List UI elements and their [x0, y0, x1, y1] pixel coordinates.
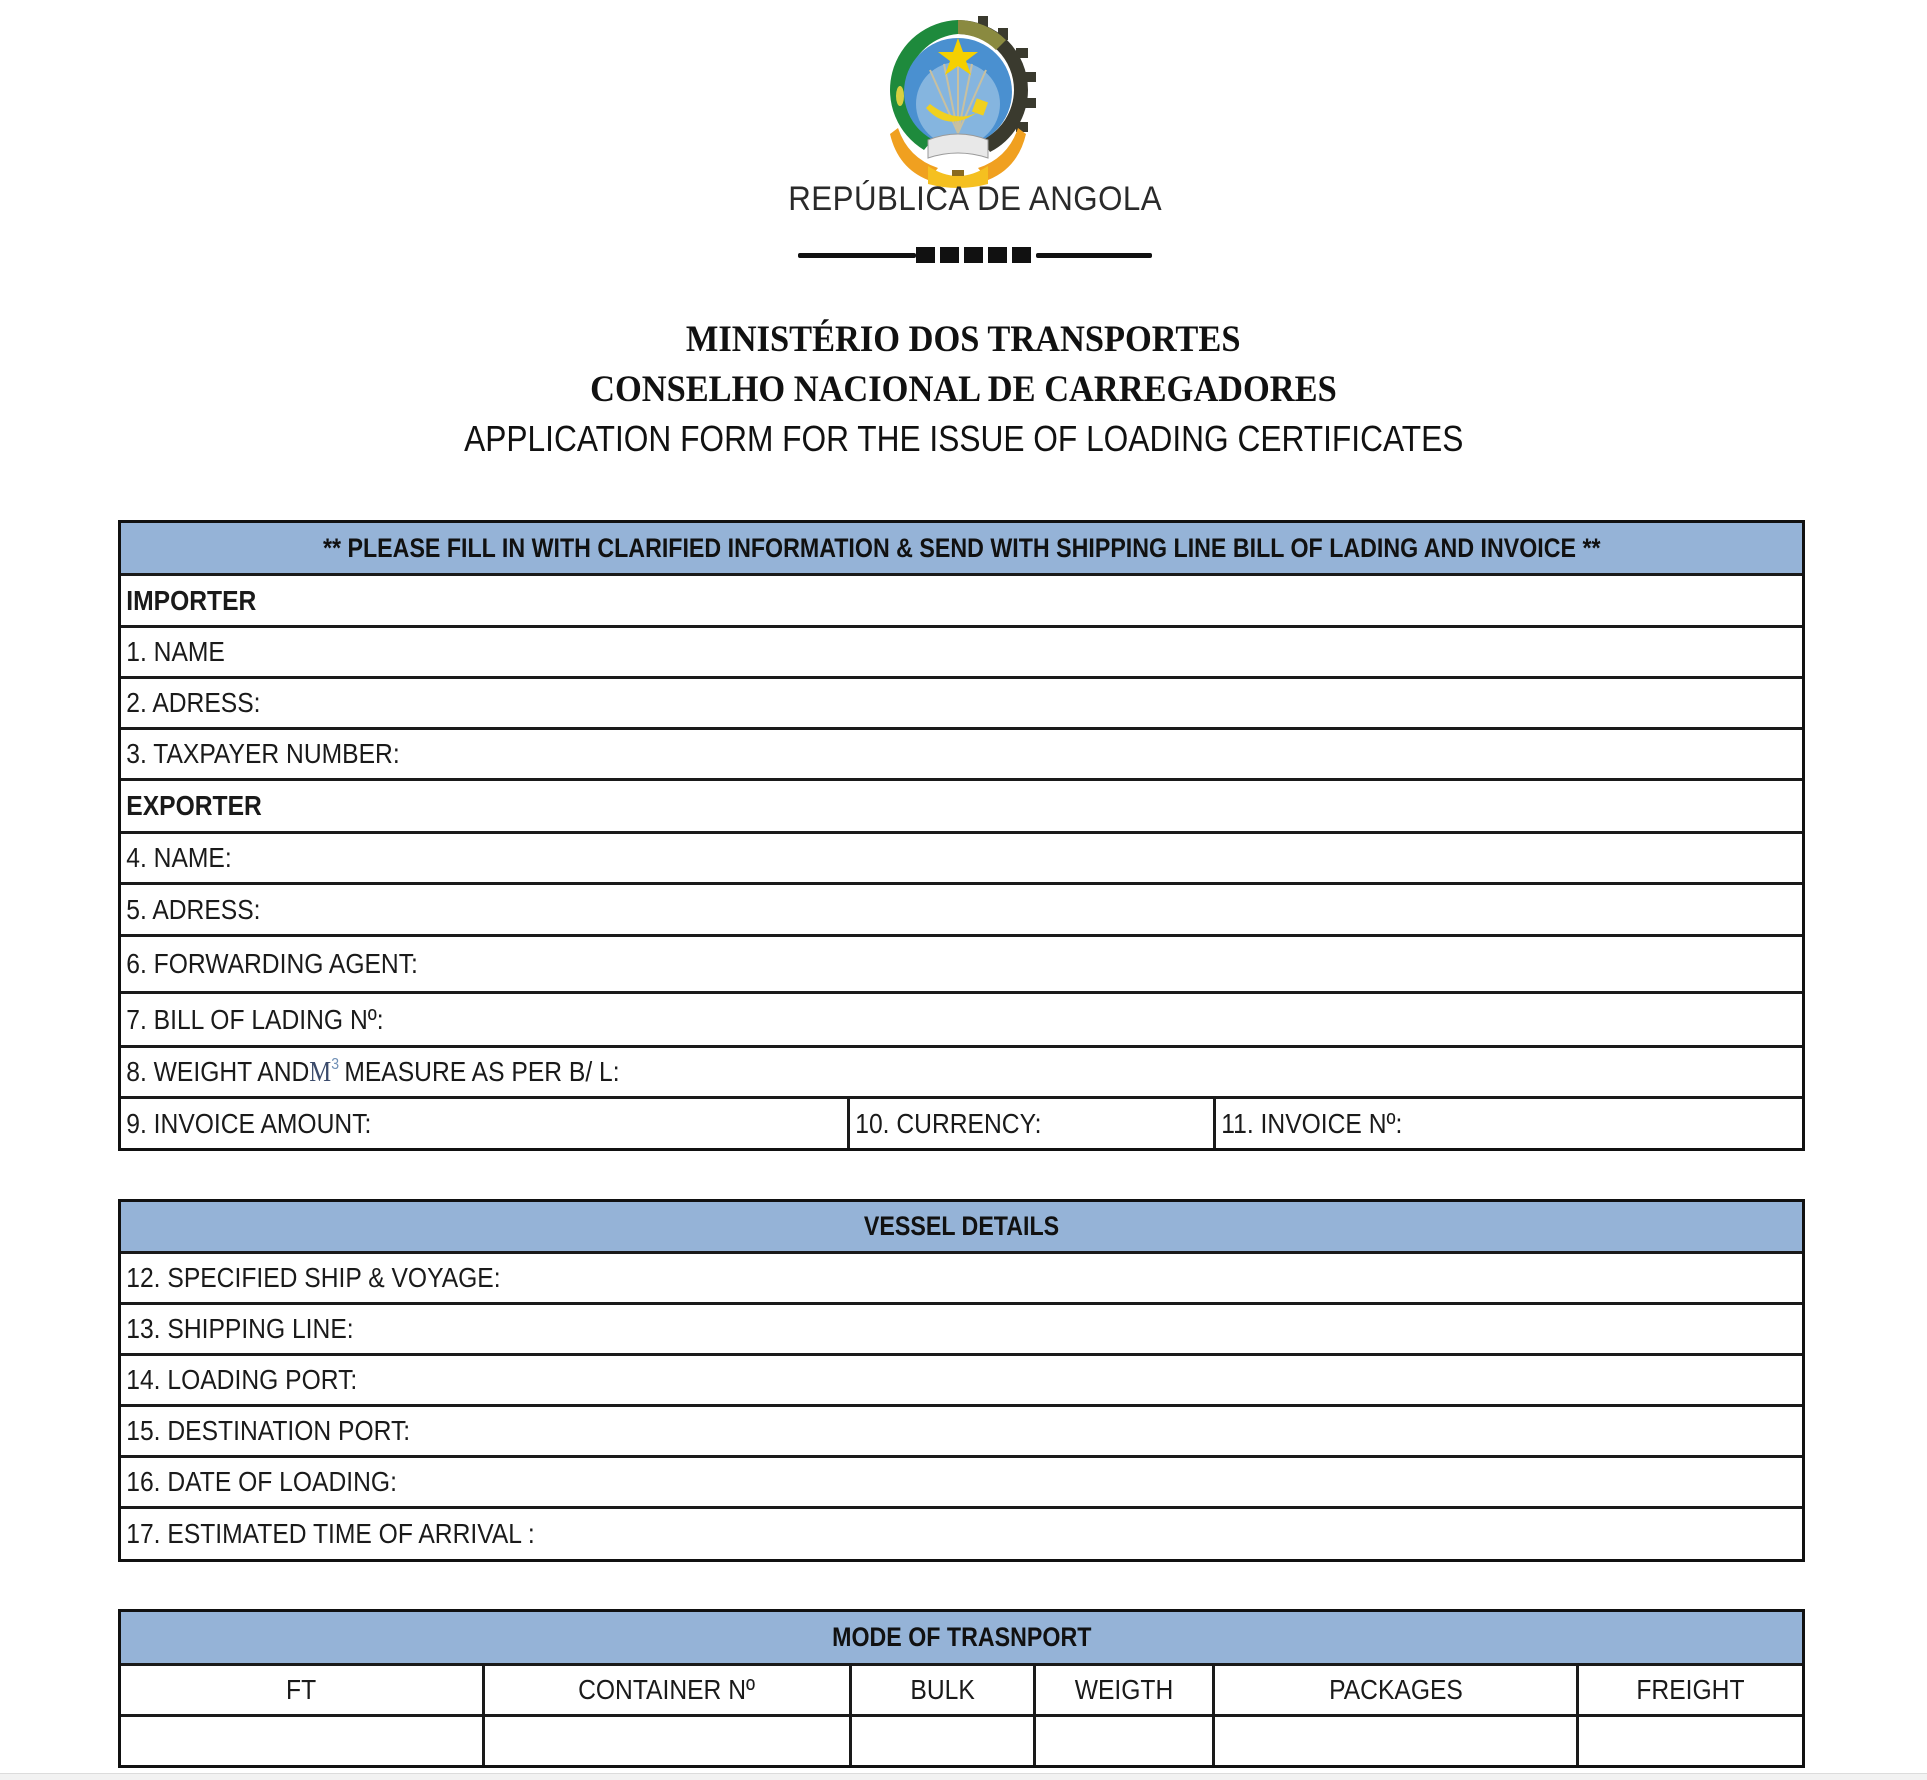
country-name: REPÚBLICA DE ANGOLA: [788, 180, 1162, 218]
ministry-title: MINISTÉRIO DOS TRANSPORTES: [686, 319, 1241, 360]
importer-address-field[interactable]: 2. ADRESS:: [121, 679, 1802, 730]
invoice-row: [121, 1099, 1802, 1148]
weight-input[interactable]: [1036, 1717, 1215, 1765]
importer-section-heading: IMPORTER: [121, 576, 1802, 628]
council-title: CONSELHO NACIONAL DE CARREGADORES: [590, 369, 1337, 410]
cubic-meter-superscript: 3: [331, 1055, 340, 1073]
bill-of-lading-number-field[interactable]: 7. BILL OF LADING Nº:: [121, 994, 1802, 1048]
ship-voyage-field[interactable]: 12. SPECIFIED SHIP & VOYAGE:: [121, 1254, 1802, 1305]
fill-instructions-banner: ** PLEASE FILL IN WITH CLARIFIED INFORMATION & SEND WITH SHIPPING LINE BILL OF LADING AND INVOICE **: [121, 523, 1802, 576]
column-header-ft: FT: [121, 1666, 485, 1714]
invoice-number-field[interactable]: 11. INVOICE Nº:: [1221, 1107, 1403, 1139]
mode-of-transport-heading: MODE OF TRASNPORT: [121, 1612, 1802, 1666]
freight-input[interactable]: [1579, 1717, 1802, 1765]
estimated-arrival-field[interactable]: 17. ESTIMATED TIME OF ARRIVAL :: [126, 1518, 535, 1549]
exporter-section-heading: EXPORTER: [121, 781, 1802, 834]
angola-coat-of-arms-icon: [878, 8, 1038, 188]
date-of-loading-field[interactable]: 16. DATE OF LOADING:: [121, 1458, 1802, 1509]
importer-taxpayer-number-field[interactable]: 3. TAXPAYER NUMBER:: [121, 730, 1802, 781]
column-header-weight: WEIGTH: [1036, 1666, 1215, 1714]
destination-port-field[interactable]: 15. DESTINATION PORT:: [121, 1407, 1802, 1458]
form-title: APPLICATION FORM FOR THE ISSUE OF LOADING CERTIFICATES: [463, 418, 1464, 459]
packages-input[interactable]: [1215, 1717, 1579, 1765]
mode-of-transport-table: [118, 1609, 1805, 1768]
currency-field[interactable]: 10. CURRENCY:: [850, 1099, 1216, 1148]
column-header-freight: FREIGHT: [1636, 1674, 1745, 1705]
invoice-amount-field[interactable]: 9. INVOICE AMOUNT:: [121, 1099, 850, 1148]
transport-data-row: [121, 1717, 1802, 1765]
page-bottom-edge: [0, 1773, 1927, 1780]
exporter-address-field[interactable]: 5. ADRESS:: [121, 885, 1802, 937]
weight-measure-field[interactable]: [121, 1048, 1802, 1099]
shipping-line-field[interactable]: 13. SHIPPING LINE:: [121, 1305, 1802, 1356]
cubic-meter-unit: M: [309, 1056, 332, 1088]
vessel-details-heading: VESSEL DETAILS: [121, 1202, 1802, 1254]
column-header-container-number: CONTAINER Nº: [485, 1666, 852, 1714]
vessel-details-table: [118, 1199, 1805, 1562]
loading-port-field[interactable]: 14. LOADING PORT:: [121, 1356, 1802, 1407]
ft-input[interactable]: [121, 1717, 485, 1765]
parties-table: [118, 520, 1805, 1151]
transport-column-headers: [121, 1666, 1802, 1717]
weight-measure-suffix: MEASURE AS PER B/ L:: [344, 1055, 620, 1087]
container-number-input[interactable]: [485, 1717, 852, 1765]
header-separator: [798, 247, 1152, 263]
weight-measure-prefix: 8. WEIGHT AND: [126, 1055, 310, 1087]
forwarding-agent-field[interactable]: 6. FORWARDING AGENT:: [121, 937, 1802, 994]
column-header-bulk: BULK: [852, 1666, 1036, 1714]
column-header-packages: PACKAGES: [1215, 1666, 1579, 1714]
importer-name-field[interactable]: 1. NAME: [121, 628, 1802, 679]
bulk-input[interactable]: [852, 1717, 1036, 1765]
exporter-name-field[interactable]: 4. NAME:: [121, 834, 1802, 885]
